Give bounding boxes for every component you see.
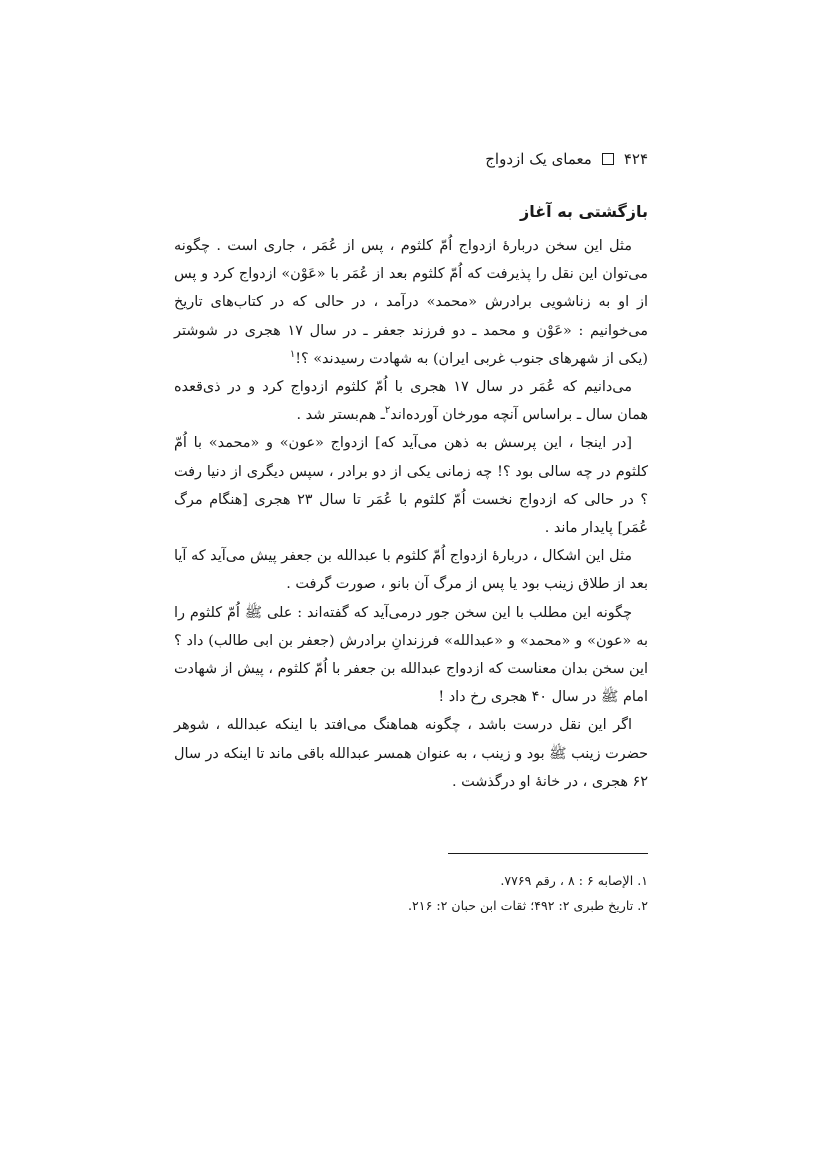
square-ornament-icon <box>602 153 614 165</box>
paragraph-text-tail: ـ هم‌بستر شد . <box>296 407 385 424</box>
paragraph <box>174 429 648 542</box>
footnotes <box>174 868 648 918</box>
paragraph-text: اگر این نقل درست باشد ، چگونه هماهنگ می‌افتد با اینکه عبدالله ، شوهر حضرت زینب ﷺ بود و زینب ، به عنوان همسر عبدالله باقی ماند تا اینکه در سال ۶۲ هجری ، در خانهٔ او درگذشت . <box>174 717 648 790</box>
footnote-item: ۲. تاریخ طبری ۲: ۴۹۲؛ ثقات ابن حبان ۲: ۲۱۶. <box>408 898 648 913</box>
footnote-item: ۱. الإصابه ۶ : ۸ ، رقم ۷۷۶۹. <box>500 873 648 888</box>
footnote-reference: ۱ <box>289 349 296 361</box>
paragraph <box>174 711 648 796</box>
book-title: معمای یک ازدواج <box>485 150 592 168</box>
paragraph <box>174 599 648 712</box>
page-number: ۴۲۴ <box>623 150 648 168</box>
footnote-divider <box>448 853 648 854</box>
running-head <box>178 150 648 168</box>
paragraph-text: می‌دانیم که عُمَر در سال ۱۷ هجری با اُمّ کلثوم ازدواج کرد و در ذی‌قعده همان سال ـ براساس آنچه مورخان آورده‌اند <box>174 379 648 424</box>
paragraph-text: مثل این اشکال ، دربارهٔ ازدواج اُمّ کلثوم با عبدالله بن جعفر پیش می‌آید که آیا بعد از طلاق زینب بود یا پس از مرگ آن بانو ، صورت گرفت . <box>174 548 648 593</box>
paragraph <box>174 542 648 598</box>
paragraph <box>174 232 648 373</box>
main-text <box>174 198 648 796</box>
paragraph-text: چگونه این مطلب با این سخن جور درمی‌آید که گفته‌اند : علی ﷺ اُمّ کلثوم را به «عون» و «محمد» و «عبدالله» فرزندانِ برادرش (جعفر بن ابی طالب) داد ؟ این سخن بدان معناست که ازدواج عبدالله بن جعفر با اُمّ کلثوم ، پیش از شهادت امام ﷺ در سال ۴۰ هجری رخ داد ! <box>173 604 648 706</box>
paragraph <box>174 373 648 429</box>
footnote-reference: ۲ <box>384 405 391 417</box>
paragraph-text: مثل این سخن دربارهٔ ازدواج اُمّ کلثوم ، پس از عُمَر ، جاری است . چگونه می‌توان این نقل را پذیرفت که اُمّ کلثوم بعد از عُمَر با «عَوْن» ازدواج کرد و پس از او به زناشویی برادرش «محمد» درآمد ، در حالی که در کتاب‌های تاریخ می‌خوانیم : «عَوْن و محمد ـ دو فرزند جعفر ـ در سال ۱۷ هجری در شوشتر (یکی از شهرهای جنوب غربی ایران) به شهادت رسیدند» ؟! <box>174 238 648 367</box>
section-heading: بازگشتی به آغاز <box>519 202 648 221</box>
paragraph-text: [در اینجا ، این پرسش به ذهن می‌آید که] ازدواج «عون» و «محمد» با اُمّ کلثوم در چه سالی بود ؟! چه زمانی یکی از دو برادر ، سپس دیگری از دنیا رفت ؟ در حالی که ازدواج نخست اُمّ کلثوم با عُمَر تا سال ۲۳ هجری [هنگام مرگ عُمَر] پایدار ماند . <box>174 435 648 537</box>
